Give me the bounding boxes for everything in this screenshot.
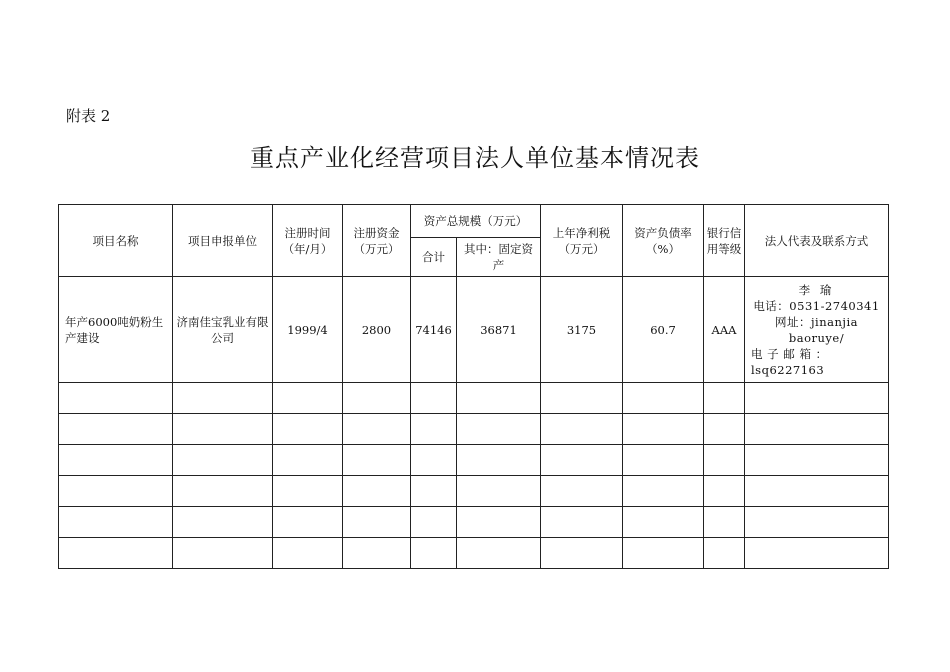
header-bank-credit: 银行信用等级: [704, 205, 745, 277]
table-row: [59, 476, 889, 507]
info-table: [58, 204, 889, 569]
header-row: [59, 205, 889, 238]
cell-reg-capital: 2800: [343, 277, 411, 383]
header-total-assets: 资产总规模（万元）: [411, 205, 541, 238]
header-debt-ratio: 资产负债率（%）: [623, 205, 704, 277]
annex-label: 附表 2: [66, 107, 111, 125]
cell-debt-ratio: 60.7: [623, 277, 704, 383]
cell-reg-time: 1999/4: [273, 277, 343, 383]
cell-applicant-unit: 济南佳宝乳业有限公司: [173, 277, 273, 383]
table-row: [59, 507, 889, 538]
contact-email-label: 电 子 邮 箱 ：: [751, 346, 828, 361]
table-row: [59, 383, 889, 414]
header-reg-capital: 注册资金（万元）: [343, 205, 411, 277]
header-applicant-unit: 项目申报单位: [173, 205, 273, 277]
header-reg-time: 注册时间（年/月）: [273, 205, 343, 277]
header-legal-rep-contact: 法人代表及联系方式: [745, 205, 889, 277]
page-title: 重点产业化经营项目法人单位基本情况表: [250, 144, 700, 172]
cell-contact: [745, 277, 889, 383]
cell-total: 74146: [411, 277, 457, 383]
table-row: [59, 445, 889, 476]
table-row: [59, 414, 889, 445]
cell-bank-credit: AAA: [704, 277, 745, 383]
header-net-profit-tax: 上年净利税（万元）: [541, 205, 623, 277]
contact-website: 网址：jinanjia: [774, 314, 858, 329]
contact-email-value: lsq6227163: [751, 362, 825, 377]
header-total: 合计: [411, 238, 457, 277]
contact-name: 李 瑜: [798, 282, 835, 297]
contact-phone: 电话：0531-2740341: [753, 298, 880, 313]
cell-net-profit-tax: 3175: [541, 277, 623, 383]
cell-fixed-assets: 36871: [457, 277, 541, 383]
table-row: [59, 538, 889, 569]
contact-website-cont: baoruye/: [788, 330, 845, 345]
table-row: [59, 277, 889, 383]
header-project-name: 项目名称: [59, 205, 173, 277]
header-fixed-assets: 其中：固定资产: [457, 238, 541, 277]
cell-project-name: 年产6000吨奶粉生产建设: [59, 277, 173, 383]
